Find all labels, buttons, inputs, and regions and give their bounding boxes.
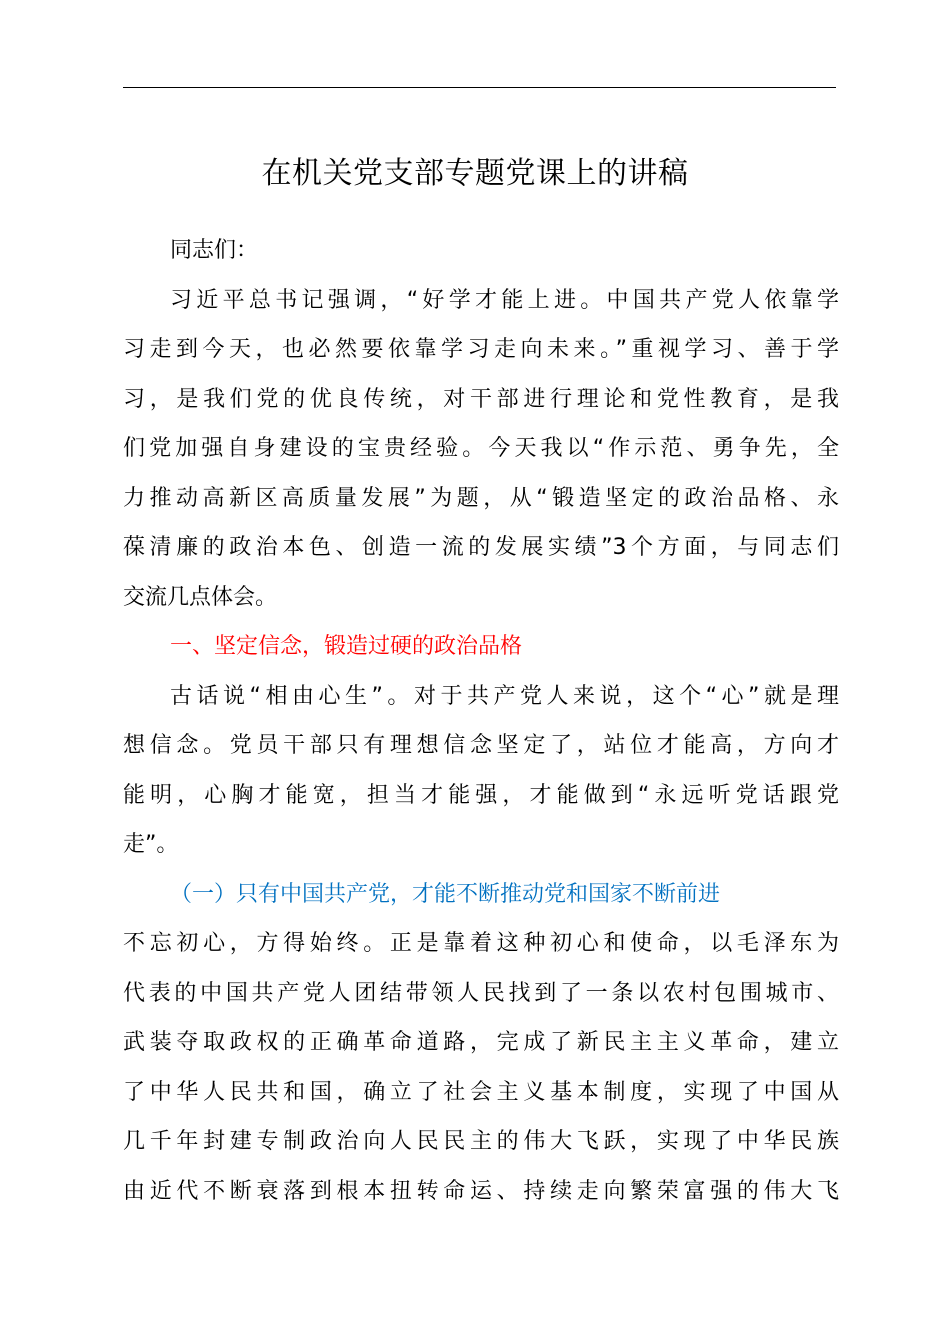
paragraph-line: 走”。: [123, 832, 179, 857]
paragraph-line: 力推动高新区高质量发展”为题，从“锻造坚定的政治品格、永: [123, 485, 839, 511]
paragraph-line: 习走到今天，也必然要依靠学习走向未来。”重视学习、善于学: [123, 337, 839, 362]
paragraph-line: 不忘初心，方得始终。正是靠着这种初心和使命，以毛泽东为: [123, 931, 839, 956]
paragraph-line: 几千年封建专制政治向人民民主的伟大飞跃，实现了中华民族: [123, 1129, 839, 1154]
paragraph-line: 代表的中国共产党人团结带领人民找到了一条以农村包围城市、: [123, 980, 839, 1006]
section-heading: 一、坚定信念，锻造过硬的政治品格: [170, 634, 523, 659]
salutation-line: 同志们：: [170, 238, 259, 263]
paragraph-line: 想信念。党员干部只有理想信念坚定了，站位才能高，方向才: [123, 733, 839, 758]
paragraph-line: 习近平总书记强调，“好学才能上进。中国共产党人依靠学: [170, 287, 839, 313]
paragraph-line: 们党加强自身建设的宝贵经验。今天我以“作示范、勇争先，全: [123, 436, 839, 461]
document-body: [123, 226, 839, 1216]
paragraph-line: 由近代不断衰落到根本扭转命运、持续走向繁荣富强的伟大飞: [123, 1178, 839, 1204]
paragraph-line: 能明，心胸才能宽，担当才能强，才能做到“永远听党话跟党: [123, 782, 839, 808]
paragraph-line: 习，是我们党的优良传统，对干部进行理论和党性教育，是我: [123, 386, 839, 412]
paragraph-line: 交流几点体会。: [123, 584, 278, 610]
paragraph-line: 葆清廉的政治本色、创造一流的发展实绩”3个方面，与同志们: [123, 535, 839, 560]
paragraph-line: 了中华人民共和国，确立了社会主义基本制度，实现了中国从: [123, 1079, 839, 1105]
header-rule: [123, 87, 836, 88]
document-title: 在机关党支部专题党课上的讲稿: [261, 156, 689, 191]
paragraph-line: 武装夺取政权的正确革命道路，完成了新民主主义革命，建立: [123, 1030, 839, 1055]
paragraph-line: 古话说“相由心生”。对于共产党人来说，这个“心”就是理: [170, 683, 839, 709]
subsection-heading: （一）只有中国共产党，才能不断推动党和国家不断前进: [170, 881, 721, 907]
